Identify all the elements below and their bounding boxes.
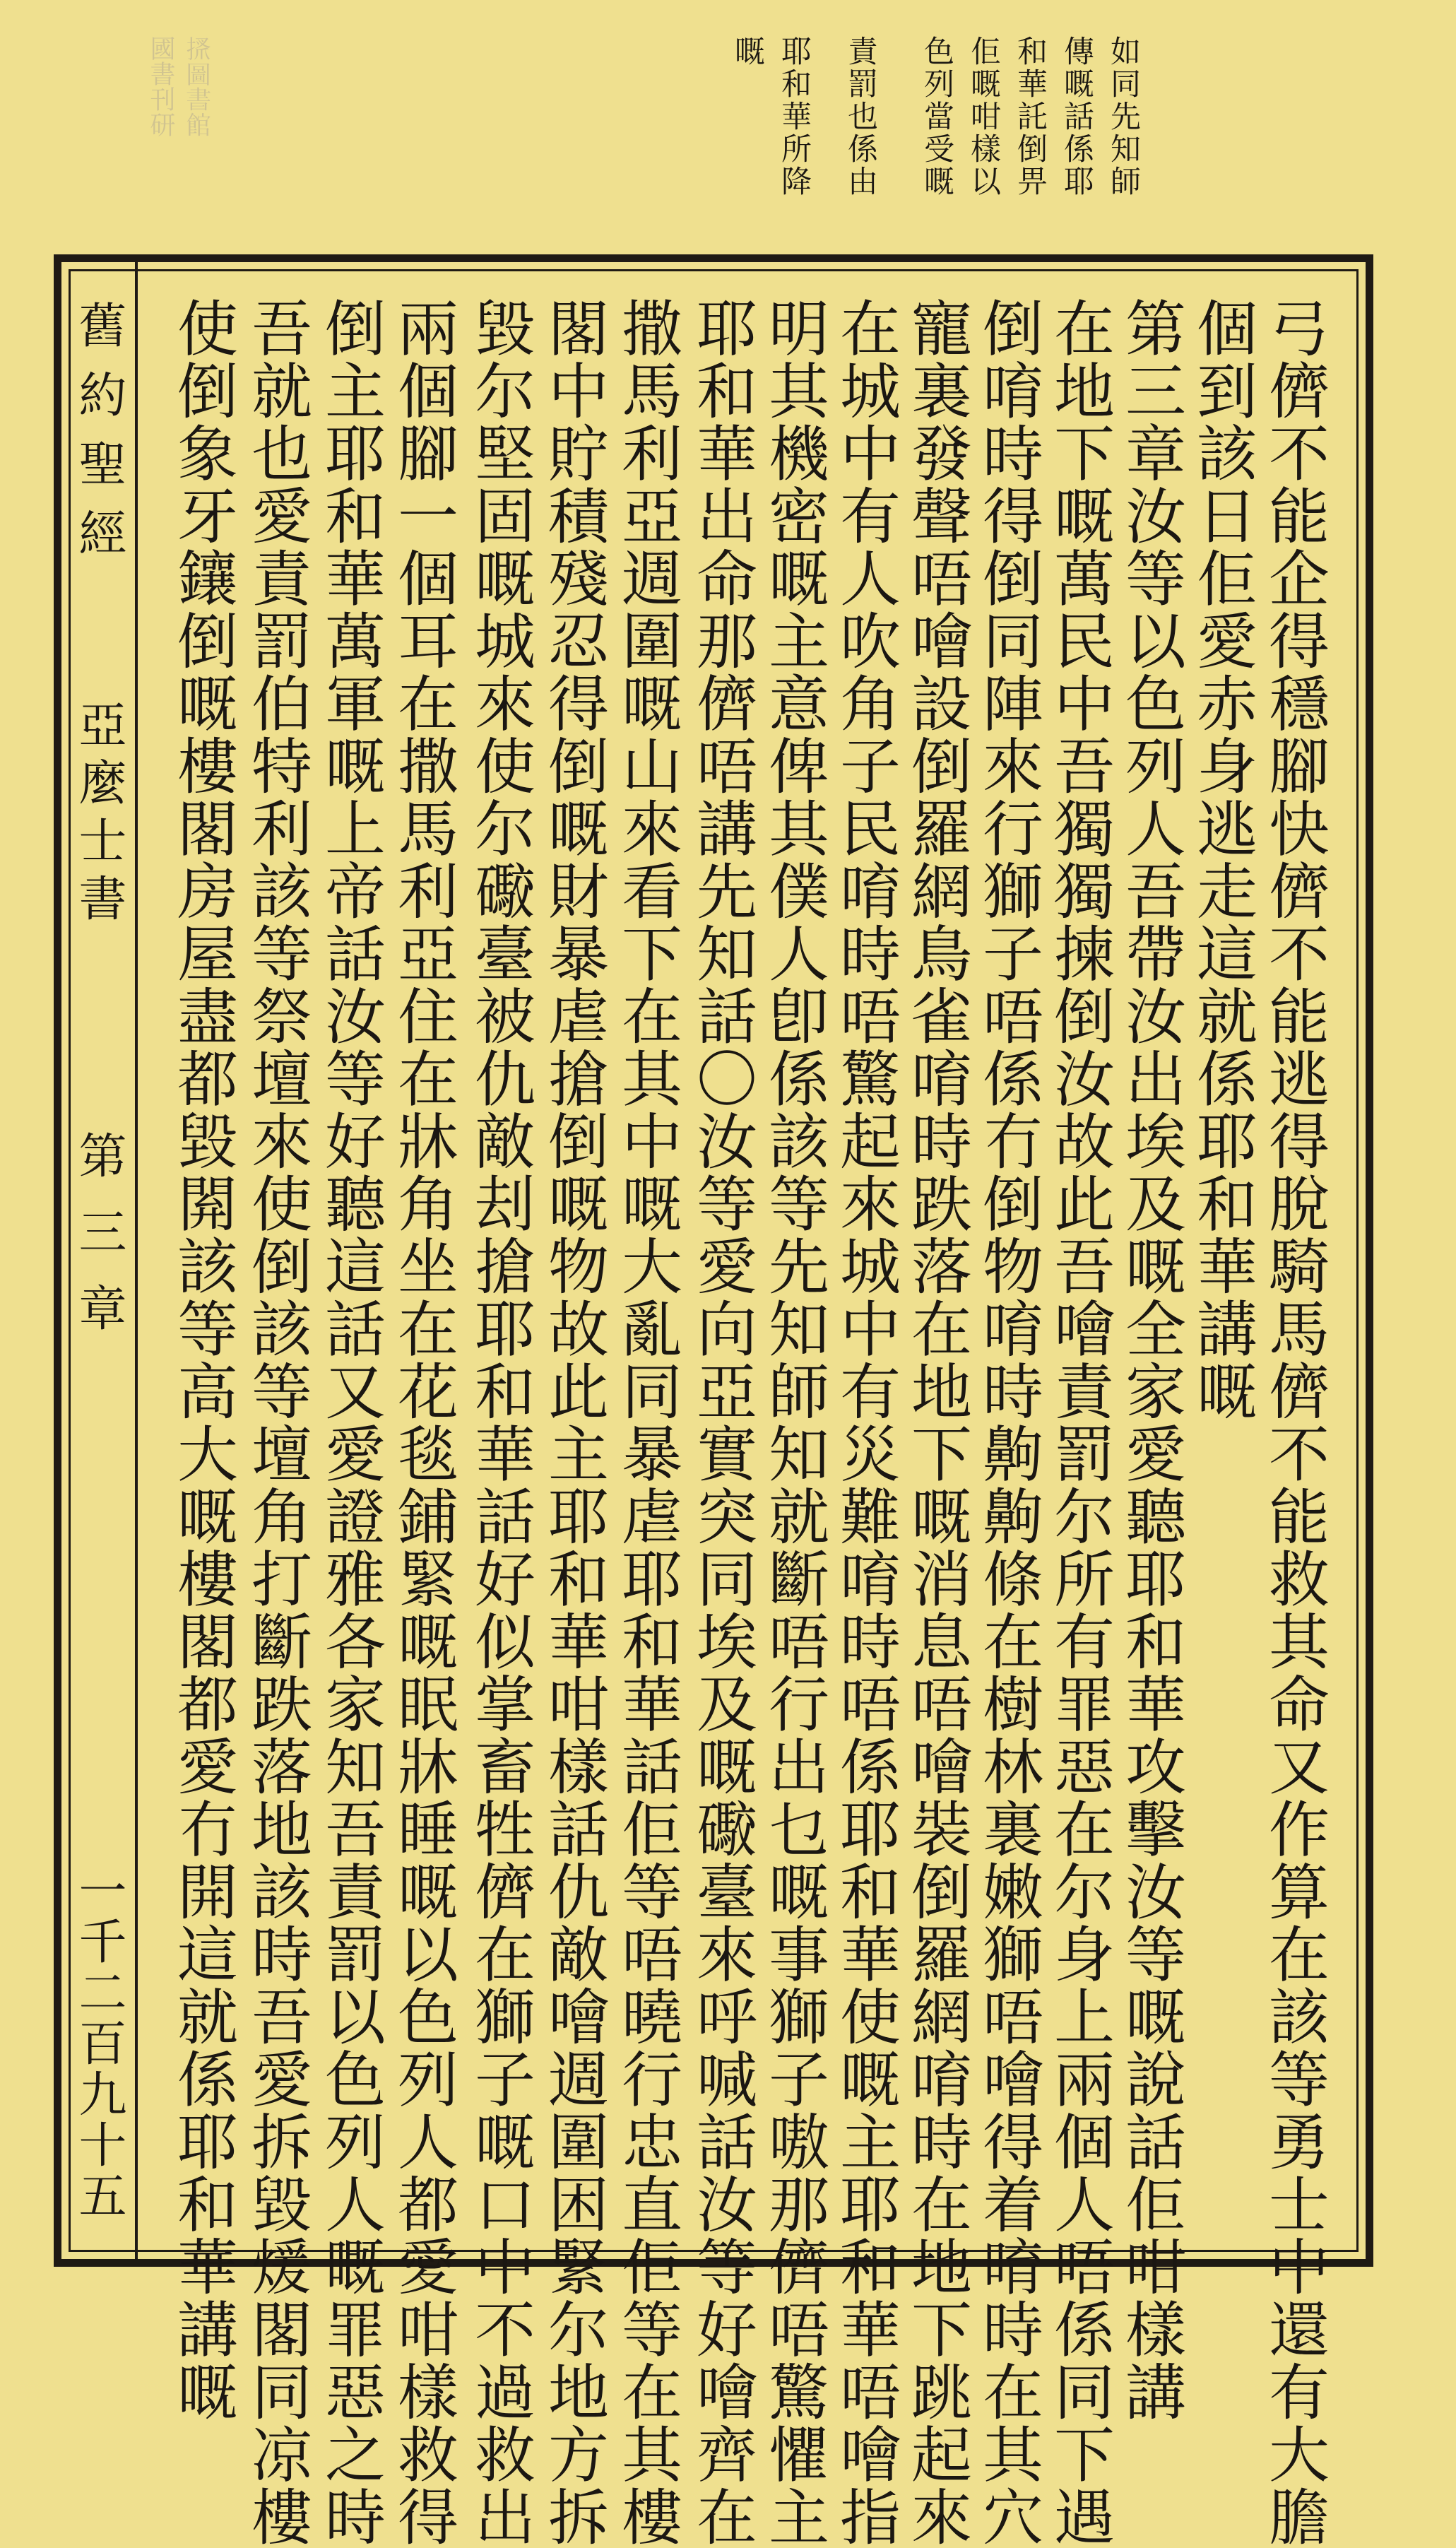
header-note-line: 責罰也係由 [843, 35, 878, 198]
text-column: 吾就也愛責罰伯特利該等祭壇來使倒該等壇角打斷跌落地該時吾愛拆毀煖閣同凉樓 [241, 297, 312, 2548]
header-note-line: 嘅 [730, 35, 765, 68]
book-title: 舊約聖經 [71, 300, 126, 577]
text-column: 個到該日佢愛赤身逃走這就係耶和華講嘅 [1186, 297, 1257, 1422]
header-note-line: 如同先知師 [1106, 35, 1141, 198]
stamp-line: 國書刊研 [146, 35, 175, 137]
page-number: 一千二百九十五 [71, 1865, 126, 2222]
text-column: 在地下嘅萬民中吾獨獨揀倒汝故此吾噲責罰尔所有罪惡在尔身上兩個人唔係同下遇 [1043, 297, 1114, 2548]
stamp-line: 𢮞圖書館 [183, 35, 212, 137]
text-column: 寵裏發聲唔噲設倒羅網鳥雀唷時跌落在地下嘅消息唔噲裝倒羅網唷時在地下跳起來 [901, 297, 971, 2548]
header-note-line: 傳嘅話係耶 [1059, 35, 1094, 198]
text-column: 使倒象牙鑲倒嘅樓閣房屋盡都毀閞該等高大嘅樓閣都愛冇開這就係耶和華講嘅 [167, 297, 237, 2423]
text-column: 閣中貯積殘忍得倒嘅財暴虐搶倒嘅物故此主耶和華咁樣話仇敵噲週圍困緊尔地方拆 [538, 297, 608, 2548]
library-stamp [145, 35, 223, 212]
header-note-line: 佢嘅咁樣以 [966, 35, 1001, 198]
text-column: 倒主耶和華萬軍嘅上帝話汝等好聽這話又愛證雅各家知吾責罰以色列人嘅罪惡之時 [314, 297, 385, 2548]
text-column: 兩個腳一個耳在撒馬利亞住在牀角坐在花毯鋪緊嘅眠牀睡嘅以色列人都愛咁樣救得 [387, 297, 458, 2548]
chapter-label: 第三章 [71, 1131, 126, 1359]
text-column: 弓儕不能企得穩腳快儕不能逃得脫騎馬儕不能救其命又作算在該等勇士中還有大膽 [1258, 297, 1329, 2548]
header-note-line: 耶和華所降 [776, 35, 812, 198]
text-column: 毀尔堅固嘅城來使尔礮臺被仇敵刦搶耶和華話好似掌畜牲儕在獅子嘅口中不過救出 [464, 297, 535, 2548]
margin-rule [135, 262, 138, 2259]
text-column: 耶和華出命那儕唔講先知話〇汝等愛向亞實突同埃及嘅礮臺來呼喊話汝等好噲齊在 [686, 297, 757, 2548]
text-column: 倒唷時得倒同陣來行獅子唔係冇倒物唷時齁齁條在樹林裏嫩獅唔噲得着唷時在其穴 [972, 297, 1043, 2548]
text-column: 撒馬利亞週圍嘅山來看下在其中嘅大亂同暴虐耶和華話佢等唔曉行忠直佢等在其樓 [611, 297, 682, 2548]
book-name: 亞麼士書 [71, 700, 126, 931]
text-column: 在城中有人吹角子民唷時唔驚起來城中有災難唷時唔係耶和華使嘅主耶和華唔噲指 [829, 297, 900, 2548]
text-column: 第三章汝等以色列人吾帶汝出埃及嘅全家愛聽耶和華攻擊汝等嘅說話佢咁樣講 [1115, 297, 1185, 2423]
header-note-line: 色列當受嘅 [919, 35, 954, 198]
header-note-line: 和華託倒畀 [1012, 35, 1048, 198]
text-column: 明其機密嘅主意俾其僕人卽係該等先知師知就斷唔行出乜嘅事獅子嗷那儕唔驚懼主 [758, 297, 829, 2548]
